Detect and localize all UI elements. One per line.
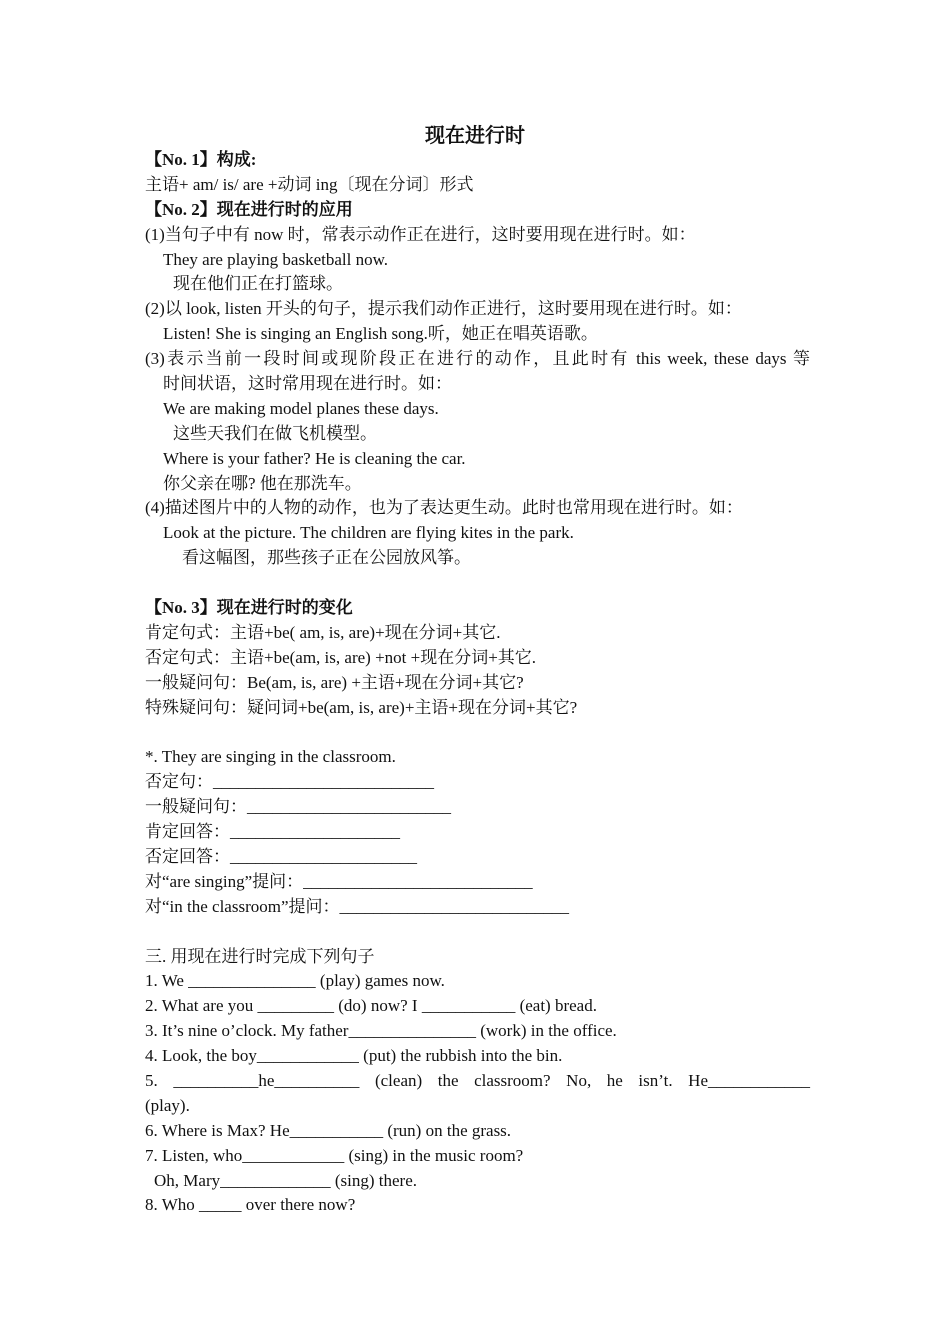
spacer [145, 571, 810, 596]
exercise-item-8: 8. Who _____ over there now? [145, 1195, 356, 1215]
exercise-item-2: 2. What are you _________ (do) now? I ___________ (eat) bread. [145, 996, 597, 1016]
example-zh: 现在他们正在打篮球。 [173, 274, 343, 294]
exercise-item-5: 5. __________he__________ (clean) the classroom? No, he isn’t. He____________ [145, 1070, 810, 1090]
example-zh: 这些天我们在做飞机模型。 [173, 423, 377, 443]
transform-no-answer-line: 否定回答：______________________ [145, 846, 417, 866]
example-en: They are playing basketball now. [163, 249, 389, 269]
document-body [145, 148, 810, 1218]
transform-ask-place-line: 对“in the classroom”提问：___________________________ [145, 896, 570, 916]
exercise-item-7-answer: Oh, Mary_____________ (sing) there. [154, 1170, 417, 1190]
form-yes-no-question: 一般疑问句：Be(am, is, are) +主语+现在分词+其它? [145, 672, 524, 692]
example-en: Look at the picture. The children are flying kites in the park. [163, 523, 574, 543]
example-line: Listen! She is singing an English song.听，她正在唱英语歌。 [163, 324, 598, 344]
usage-1: (1)当句子中有 now 时，常表示动作正在进行，这时要用现在进行时。如： [145, 224, 696, 244]
section-heading-no2: 【No. 2】现在进行时的应用 [145, 199, 353, 219]
usage-3: (3)表示当前一段时间或现阶段正在进行的动作，且此时有 this week, these days 等 [145, 349, 810, 369]
exercise-heading: 三. 用现在进行时完成下列句子 [145, 946, 375, 966]
example-en: Where is your father? He is cleaning the car. [163, 448, 466, 468]
exercise-item-6: 6. Where is Max? He___________ (run) on the grass. [145, 1120, 512, 1140]
formula-line: 主语+ am/ is/ are +动词 ing〔现在分词〕形式 [145, 174, 474, 194]
page-title: 现在进行时 [425, 125, 525, 147]
exercise-item-4: 4. Look, the boy____________ (put) the rubbish into the bin. [145, 1046, 563, 1066]
spacer [145, 920, 810, 945]
transform-ask-verb-line: 对“are singing”提问：___________________________ [145, 871, 533, 891]
transform-sentence: *. They are singing in the classroom. [145, 747, 396, 767]
spacer [145, 720, 810, 745]
example-en: We are making model planes these days. [163, 398, 439, 418]
transform-yes-answer-line: 肯定回答：____________________ [145, 822, 400, 842]
section-heading-no1: 【No. 1】构成: [145, 150, 257, 169]
example-zh: 看这幅图，那些孩子正在公园放风筝。 [182, 548, 471, 568]
transform-negative-line: 否定句：__________________________ [145, 772, 434, 792]
transform-question-line: 一般疑问句：________________________ [145, 797, 451, 817]
section-heading-no3: 【No. 3】现在进行时的变化 [145, 598, 353, 618]
exercise-item-3: 3. It’s nine o’clock. My father_______________ (work) in the office. [145, 1021, 617, 1041]
exercise-item-5-continued: (play). [145, 1095, 190, 1115]
example-zh: 你父亲在哪? 他在那洗车。 [163, 473, 362, 493]
form-wh-question: 特殊疑问句：疑问词+be(am, is, are)+主语+现在分词+其它? [145, 697, 578, 717]
exercise-item-1: 1. We _______________ (play) games now. [145, 971, 445, 991]
usage-3-continued: 时间状语，这时常用现在进行时。如： [163, 374, 452, 394]
usage-2: (2)以 look, listen 开头的句子，提示我们动作正进行，这时要用现在进行时。如： [145, 299, 742, 319]
form-negative: 否定句式：主语+be(am, is, are) +not +现在分词+其它. [145, 647, 537, 667]
form-affirmative: 肯定句式：主语+be( am, is, are)+现在分词+其它. [145, 622, 501, 642]
exercise-item-7: 7. Listen, who____________ (sing) in the music room? [145, 1145, 524, 1165]
usage-4: (4)描述图片中的人物的动作，也为了表达更生动。此时也常用现在进行时。如： [145, 498, 743, 518]
